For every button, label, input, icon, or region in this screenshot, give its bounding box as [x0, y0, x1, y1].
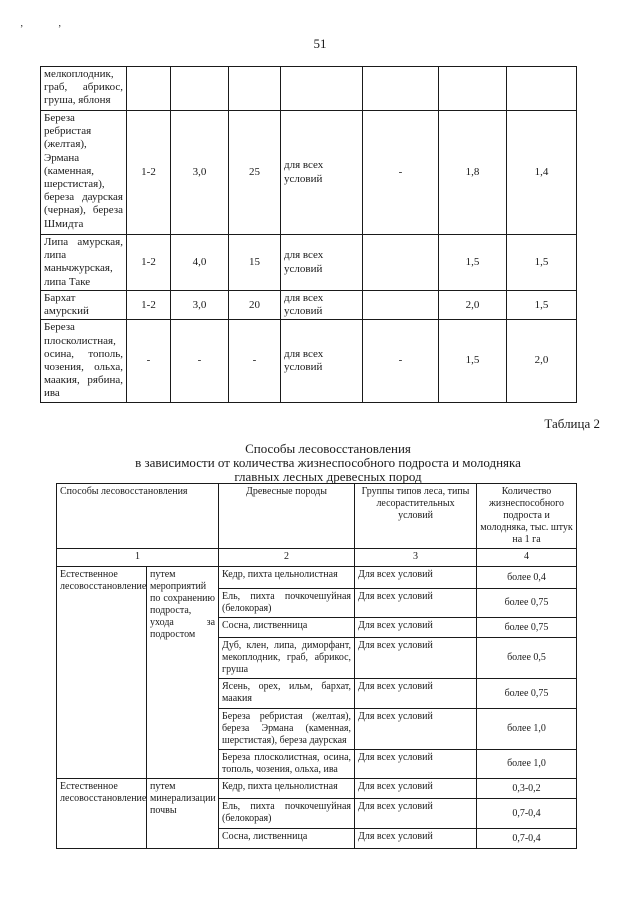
value-cell	[363, 67, 439, 111]
value-cell: 2,0	[439, 291, 507, 320]
table-row	[41, 291, 577, 320]
title-line: Способы лесовосстановления	[245, 441, 411, 456]
value-cell: 4,0	[171, 235, 229, 291]
species-cell: Ель, пихта почкочешуйная (белокорая)	[219, 589, 355, 618]
quantity-cell: более 0,75	[477, 679, 577, 709]
value-cell: 1-2	[127, 291, 171, 320]
conditions-cell: для всех условий	[281, 235, 363, 291]
value-cell: 1,8	[439, 111, 507, 235]
species-cell: Береза плосколистная, осина, тополь, чозения, ольха, маакия, рябина, ива	[41, 320, 127, 402]
header-cell: Количество жизнеспособного подроста и молодняка, тыс. штук на 1 га	[477, 484, 577, 549]
species-cell: Липа амурская, липа маньчжурская, липа Таке	[41, 235, 127, 291]
value-cell: 1,5	[439, 320, 507, 402]
value-cell: -	[363, 320, 439, 402]
value-cell: -	[127, 320, 171, 402]
group-cell: Для всех условий	[355, 709, 477, 750]
species-cell: Дуб, клен, липа, диморфант, мекоплодник, граб, абрикос, груша	[219, 638, 355, 679]
column-number-row	[57, 549, 577, 567]
species-cell: Береза ребристая (желтая), Эрмана (каменная, шерстистая), береза даурская (черная), береза Шмидта	[41, 111, 127, 235]
column-number: 1	[57, 549, 219, 567]
species-cell: Сосна, лиственница	[219, 829, 355, 849]
value-cell: -	[363, 111, 439, 235]
species-cell: Кедр, пихта цельнолистная	[219, 567, 355, 589]
value-cell	[229, 67, 281, 111]
header-cell: Древесные породы	[219, 484, 355, 549]
value-cell: 1-2	[127, 235, 171, 291]
value-cell: 2,0	[507, 320, 577, 402]
group-cell: Для всех условий	[355, 638, 477, 679]
value-cell: 3,0	[171, 111, 229, 235]
header-row	[57, 484, 577, 549]
value-cell: -	[171, 320, 229, 402]
value-cell: 1-2	[127, 111, 171, 235]
table-row	[41, 235, 577, 291]
value-cell	[363, 291, 439, 320]
value-cell: 1,5	[507, 291, 577, 320]
means-cell: путем минерализации почвы	[147, 779, 219, 849]
quantity-cell: более 0,75	[477, 589, 577, 618]
species-cell: Ясень, орех, ильм, бархат, маакия	[219, 679, 355, 709]
table-row	[57, 779, 577, 799]
means-cell: путем мероприятий по сохранению подроста, ухода за подростом	[147, 567, 219, 779]
table-title	[60, 442, 596, 484]
reforestation-methods-table	[56, 483, 577, 849]
header-cell: Группы типов леса, типы лесорастительных условий	[355, 484, 477, 549]
quantity-cell: более 1,0	[477, 750, 577, 779]
quantity-cell: более 1,0	[477, 709, 577, 750]
quantity-cell: более 0,4	[477, 567, 577, 589]
quantity-cell: 0,7-0,4	[477, 829, 577, 849]
group-cell: Для всех условий	[355, 829, 477, 849]
value-cell: 15	[229, 235, 281, 291]
group-cell: Для всех условий	[355, 679, 477, 709]
column-number: 2	[219, 549, 355, 567]
table-row	[41, 67, 577, 111]
method-cell: Естественное лесовосстановление	[57, 567, 147, 779]
group-cell: Для всех условий	[355, 589, 477, 618]
value-cell	[171, 67, 229, 111]
value-cell	[127, 67, 171, 111]
page-number: 51	[313, 36, 327, 51]
species-cell: Кедр, пихта цельнолистная	[219, 779, 355, 799]
method-cell: Естественное лесовосстановление	[57, 779, 147, 849]
value-cell: -	[229, 320, 281, 402]
table-row	[41, 320, 577, 402]
value-cell: 3,0	[171, 291, 229, 320]
quantity-cell: 0,7-0,4	[477, 799, 577, 829]
species-cell: Сосна, лиственница	[219, 618, 355, 638]
group-cell: Для всех условий	[355, 567, 477, 589]
species-cell: Береза плосколистная, осина, тополь, чозения, ольха, ива	[219, 750, 355, 779]
value-cell: 1,5	[439, 235, 507, 291]
conditions-cell: для всех условий	[281, 320, 363, 402]
value-cell: 1,4	[507, 111, 577, 235]
value-cell	[507, 67, 577, 111]
quantity-cell: более 0,5	[477, 638, 577, 679]
value-cell: 1,5	[507, 235, 577, 291]
quantity-cell: 0,3-0,2	[477, 779, 577, 799]
table-row	[57, 567, 577, 589]
group-cell: Для всех условий	[355, 618, 477, 638]
species-cell: Ель, пихта почкочешуйная (белокорая)	[219, 799, 355, 829]
value-cell: 25	[229, 111, 281, 235]
scan-mark: ʼ	[58, 24, 62, 35]
conditions-cell: для всех условий	[281, 111, 363, 235]
scan-mark: ʼ	[20, 24, 24, 35]
column-number: 3	[355, 549, 477, 567]
species-cell: мелкоплодник, граб, абрикос, груша, яблоня	[41, 67, 127, 111]
group-cell: Для всех условий	[355, 799, 477, 829]
table-label: Таблица 2	[544, 416, 600, 431]
group-cell: Для всех условий	[355, 750, 477, 779]
conditions-cell	[281, 67, 363, 111]
conditions-cell: для всех условий	[281, 291, 363, 320]
value-cell	[439, 67, 507, 111]
species-parameters-table	[40, 66, 577, 403]
header-cell: Способы лесовосстановления	[57, 484, 219, 549]
title-line: в зависимости от количества жизнеспособного подроста и молодняка	[135, 455, 521, 470]
quantity-cell: более 0,75	[477, 618, 577, 638]
value-cell	[363, 235, 439, 291]
group-cell: Для всех условий	[355, 779, 477, 799]
column-number: 4	[477, 549, 577, 567]
title-line: главных лесных древесных пород	[234, 469, 422, 484]
value-cell: 20	[229, 291, 281, 320]
table-row	[41, 111, 577, 235]
species-cell: Береза ребристая (желтая), береза Эрмана (каменная, шерстистая), береза даурская	[219, 709, 355, 750]
species-cell: Бархат амурский	[41, 291, 127, 320]
